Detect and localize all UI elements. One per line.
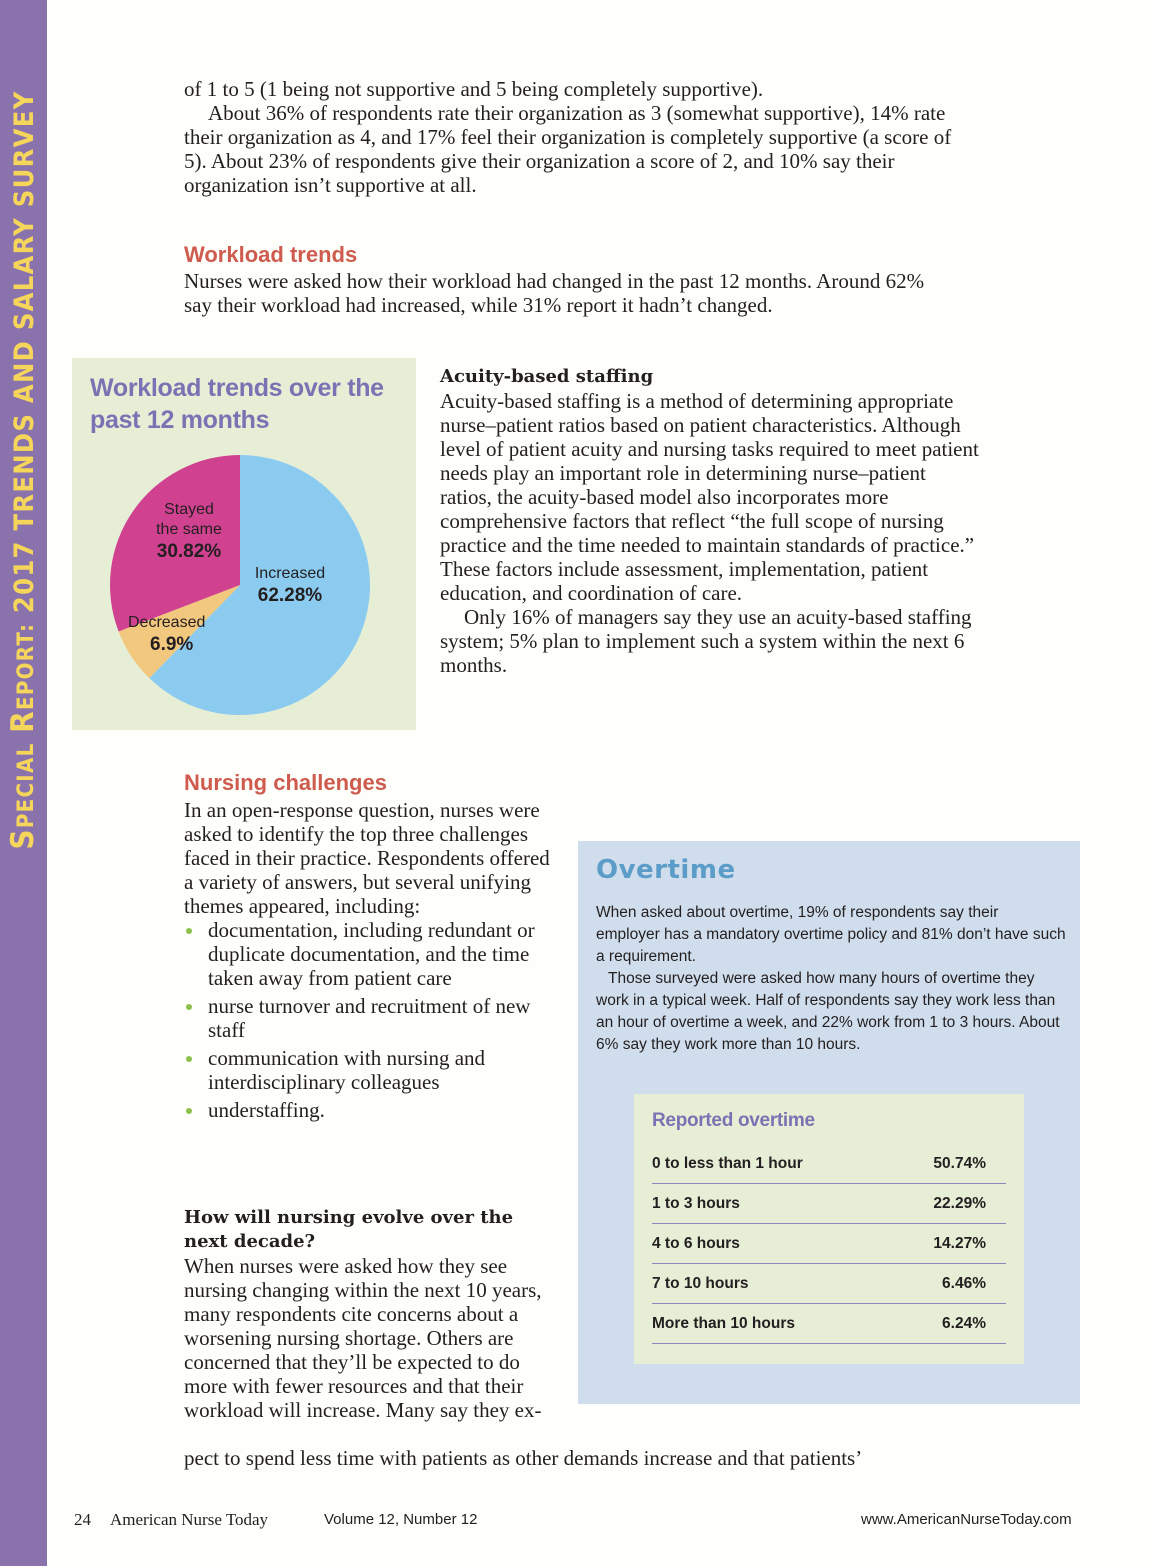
bullet-icon xyxy=(186,1056,192,1062)
evolve-heading: How will nursing evolve over the next decade? xyxy=(184,1207,514,1252)
overtime-text xyxy=(596,902,1066,1056)
pie-title: Workload trends over the past 12 months xyxy=(90,374,384,434)
list-item xyxy=(184,1046,554,1094)
workload-pie-box xyxy=(72,358,416,730)
bullet-text: communication with nursing and interdisciplinary colleagues xyxy=(208,1046,486,1094)
challenges-heading: Nursing challenges xyxy=(184,770,387,795)
row-label: 0 to less than 1 hour xyxy=(652,1154,803,1172)
workload-paragraph: Nurses were asked how their workload had changed in the past 12 months. Around 62% say their workload had increased, while 31% report it hadn’t changed. xyxy=(184,269,925,317)
banner-initial-r: R xyxy=(5,709,41,733)
row-label: More than 10 hours xyxy=(652,1314,795,1332)
overtime-para2: Those surveyed were asked how many hours of overtime they work in a typical week. Half of respondents say they work less than an hour of overtime a week, and 22% work from 1 to 3 hours. About 6% say they work more than 10 hours. xyxy=(596,970,1060,1053)
evolve-continuation: pect to spend less time with patients as other demands increase and that patients’ xyxy=(184,1446,863,1470)
decreased-name: Decreased xyxy=(128,614,206,631)
pie-label-increased xyxy=(240,564,340,608)
challenges-body xyxy=(184,798,554,1126)
table-row xyxy=(652,1264,1006,1304)
workload-pie-chart xyxy=(72,358,416,730)
website-url: www.AmericanNurseToday.com xyxy=(861,1511,1072,1528)
row-value: 22.29% xyxy=(933,1194,986,1212)
overtime-heading: Overtime xyxy=(596,855,736,885)
bullet-icon xyxy=(186,1004,192,1010)
list-item xyxy=(184,994,554,1042)
banner-eport: EPORT: xyxy=(14,622,39,710)
intro-para2: About 36% of respondents rate their organization as 3 (somewhat supportive), 14% rate their organization as 4, and 17% feel their organization is completely supportive (a score of 5). About 23% of respondents give their organization a score of 2, and 10% say their organization isn’t supportive at all. xyxy=(184,101,952,197)
challenges-intro: In an open-response question, nurses were asked to identify the top three challenges faced in their practice. Respondents offered a variety of answers, but several unifying themes appeared, including: xyxy=(184,798,550,918)
banner-pecial: PECIAL xyxy=(14,742,39,829)
bullet-text: nurse turnover and recruitment of new staff xyxy=(208,994,531,1042)
pie-label-decreased xyxy=(128,613,224,657)
challenges-list xyxy=(184,918,554,1122)
stayed-name2: the same xyxy=(156,521,222,538)
row-label: 1 to 3 hours xyxy=(652,1194,740,1212)
workload-body xyxy=(184,269,944,317)
side-banner-text xyxy=(5,90,41,849)
acuity-para1: Acuity-based staffing is a method of determining appropriate nurse–patient ratios based on patient characteristics. Although level of patient acuity and nursing tasks required to meet patient needs play an important role in determining nurse–patient ratios, the acuity-based model also incorporates more comprehensive factors that reflect “the full scope of nursing practice and the time needed to maintain standards of practice.” These factors include assessment, implementation, patient education, and coordination of care. xyxy=(440,389,979,605)
table-row xyxy=(652,1304,1006,1344)
row-value: 50.74% xyxy=(933,1154,986,1172)
row-value: 6.46% xyxy=(942,1274,986,1292)
evolve-section xyxy=(184,1206,554,1422)
table-rows xyxy=(652,1144,1006,1344)
intro-line1: of 1 to 5 (1 being not supportive and 5 being completely supportive). xyxy=(184,77,764,101)
list-item xyxy=(184,918,554,990)
row-value: 6.24% xyxy=(942,1314,986,1332)
evolve-last-line xyxy=(184,1446,1004,1470)
bullet-icon xyxy=(186,1108,192,1114)
page-number: 24 xyxy=(74,1510,91,1529)
magazine-name: American Nurse Today xyxy=(110,1510,269,1529)
acuity-para2: Only 16% of managers say they use an acuity-based staffing system; 5% plan to implement such a system within the next 6 months. xyxy=(440,605,972,677)
list-item xyxy=(184,1098,554,1122)
row-value: 14.27% xyxy=(933,1234,986,1252)
stayed-pct: 30.82% xyxy=(156,541,222,562)
intro-text xyxy=(184,77,974,197)
acuity-section xyxy=(440,365,980,677)
bullet-text: understaffing. xyxy=(208,1098,325,1122)
overtime-para1: When asked about overtime, 19% of respondents say their employer has a mandatory overtime policy and 81% don’t have such a requirement. xyxy=(596,904,1066,965)
acuity-heading: Acuity-based staffing xyxy=(440,366,654,387)
bullet-text: documentation, including redundant or duplicate documentation, and the time taken away from patient care xyxy=(208,918,535,990)
banner-initial-s: S xyxy=(5,828,41,850)
table-row xyxy=(652,1144,1006,1184)
row-label: 4 to 6 hours xyxy=(652,1234,740,1252)
stayed-name1: Stayed xyxy=(164,501,214,518)
increased-pct: 62.28% xyxy=(257,585,323,606)
workload-heading: Workload trends xyxy=(184,242,358,267)
volume-issue: Volume 12, Number 12 xyxy=(324,1511,478,1528)
reported-overtime-table xyxy=(634,1094,1024,1364)
side-banner xyxy=(0,0,47,1566)
overtime-box xyxy=(578,841,1080,1404)
table-row xyxy=(652,1224,1006,1264)
increased-name: Increased xyxy=(254,565,326,582)
table-row xyxy=(652,1184,1006,1224)
pie-label-stayed xyxy=(134,500,244,564)
table-title: Reported overtime xyxy=(652,1110,815,1131)
row-label: 7 to 10 hours xyxy=(652,1274,749,1292)
decreased-pct: 6.9% xyxy=(150,634,194,655)
evolve-body: When nurses were asked how they see nursing changing within the next 10 years, many respondents cite concerns about a worsening nursing shortage. Others are concerned that they’ll be expected to do more with fewer resources and that their workload will increase. Many say they ex- xyxy=(184,1254,542,1422)
bullet-icon xyxy=(186,928,192,934)
banner-title: 2017 TRENDS AND SALARY SURVEY xyxy=(9,90,40,614)
